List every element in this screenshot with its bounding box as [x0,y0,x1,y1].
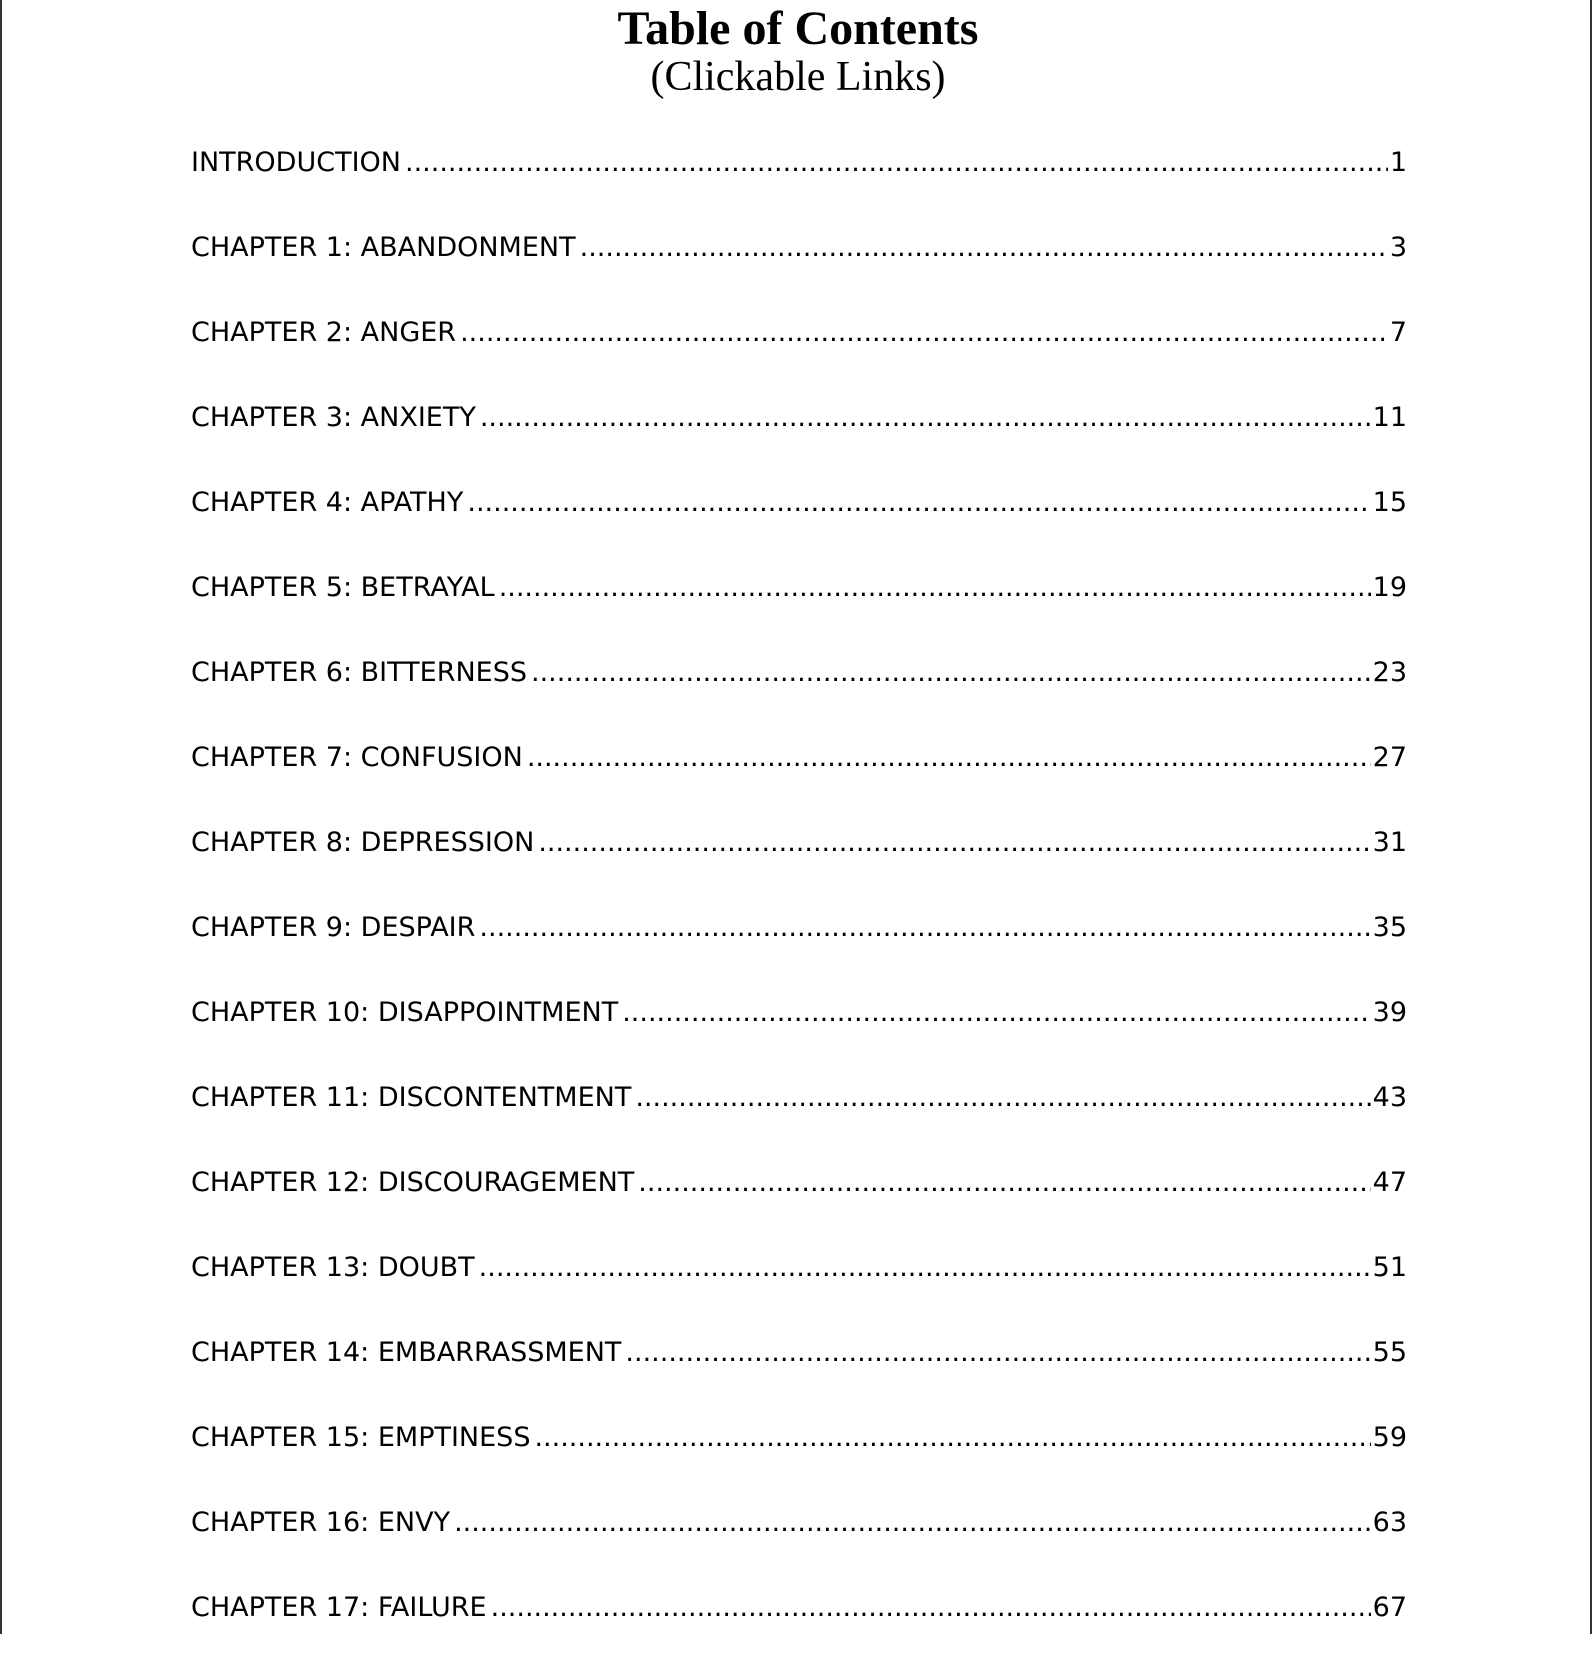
toc-entry-chapter-16[interactable] [191,1503,1407,1588]
toc-entry-chapter-2[interactable] [191,313,1407,398]
toc-entry-label: CHAPTER 10: DISAPPOINTMENT [191,997,619,1028]
toc-entry-chapter-3[interactable] [191,398,1407,483]
toc-entry-chapter-13[interactable] [191,1248,1407,1333]
toc-entry-label: CHAPTER 15: EMPTINESS [191,1422,531,1453]
toc-entry-page-number: 27 [1372,742,1407,773]
dot-leader [638,1163,1370,1203]
dot-leader [454,1503,1371,1543]
toc-entry-page-number: 11 [1372,402,1407,433]
dot-leader [635,1078,1370,1118]
page-subtitle: (Clickable Links) [650,54,946,100]
toc-entry-page-number: 23 [1372,657,1407,688]
dot-leader [499,568,1371,608]
toc-entry-page-number: 39 [1372,997,1407,1028]
toc-entry-chapter-8[interactable] [191,823,1407,908]
toc-entry-label: CHAPTER 9: DESPAIR [191,912,476,943]
toc-entry-page-number: 7 [1389,317,1407,348]
toc-entry-introduction[interactable] [191,143,1407,228]
toc-entry-label: CHAPTER 12: DISCOURAGEMENT [191,1167,635,1198]
toc-entry-label: CHAPTER 3: ANXIETY [191,402,476,433]
toc-entry-page-number: 51 [1372,1252,1407,1283]
toc-entry-page-number: 19 [1372,572,1407,603]
dot-leader [491,1588,1371,1628]
toc-entry-page-number: 67 [1372,1592,1407,1623]
toc-entry-label: CHAPTER 17: FAILURE [191,1592,487,1623]
dot-leader [480,398,1371,438]
toc-entry-label: CHAPTER 14: EMBARRASSMENT [191,1337,622,1368]
toc-entry-chapter-4[interactable] [191,483,1407,568]
dot-leader [625,1333,1370,1373]
page-title: Table of Contents [617,2,979,55]
toc-entry-page-number: 3 [1389,232,1407,263]
toc-entry-chapter-7[interactable] [191,738,1407,823]
dot-leader [467,483,1370,523]
toc-entry-page-number: 47 [1372,1167,1407,1198]
toc-entry-chapter-15[interactable] [191,1418,1407,1503]
toc-entry-chapter-9[interactable] [191,908,1407,993]
toc-entry-label: CHAPTER 1: ABANDONMENT [191,232,576,263]
toc-entry-chapter-5[interactable] [191,568,1407,653]
toc-entry-label: CHAPTER 8: DEPRESSION [191,827,535,858]
toc-entry-page-number: 55 [1372,1337,1407,1368]
dot-leader [460,313,1388,353]
toc-entry-page-number: 59 [1372,1422,1407,1453]
dot-leader [405,143,1388,183]
toc-entry-page-number: 15 [1372,487,1407,518]
toc-entry-label: CHAPTER 4: APATHY [191,487,464,518]
toc-list [191,143,1407,1673]
dot-leader [479,908,1370,948]
toc-entry-chapter-17[interactable] [191,1588,1407,1673]
toc-entry-chapter-14[interactable] [191,1333,1407,1418]
dot-leader [479,1248,1371,1288]
toc-entry-label: CHAPTER 2: ANGER [191,317,457,348]
dot-leader [580,228,1388,268]
toc-entry-label: CHAPTER 5: BETRAYAL [191,572,495,603]
dot-leader [531,653,1371,693]
dot-leader [538,823,1370,863]
toc-entry-chapter-11[interactable] [191,1078,1407,1163]
toc-entry-label: CHAPTER 6: BITTERNESS [191,657,528,688]
dot-leader [622,993,1370,1033]
toc-entry-page-number: 43 [1372,1082,1407,1113]
toc-entry-page-number: 31 [1372,827,1407,858]
toc-entry-page-number: 1 [1389,147,1407,178]
toc-entry-label: INTRODUCTION [191,147,401,178]
toc-entry-chapter-10[interactable] [191,993,1407,1078]
toc-entry-chapter-12[interactable] [191,1163,1407,1248]
toc-entry-label: CHAPTER 16: ENVY [191,1507,451,1538]
toc-entry-label: CHAPTER 7: CONFUSION [191,742,523,773]
toc-entry-label: CHAPTER 13: DOUBT [191,1252,475,1283]
toc-entry-label: CHAPTER 11: DISCONTENTMENT [191,1082,632,1113]
dot-leader [527,738,1371,778]
toc-entry-page-number: 35 [1372,912,1407,943]
toc-entry-page-number: 63 [1372,1507,1407,1538]
dot-leader [534,1418,1370,1458]
toc-entry-chapter-6[interactable] [191,653,1407,738]
toc-entry-chapter-1[interactable] [191,228,1407,313]
